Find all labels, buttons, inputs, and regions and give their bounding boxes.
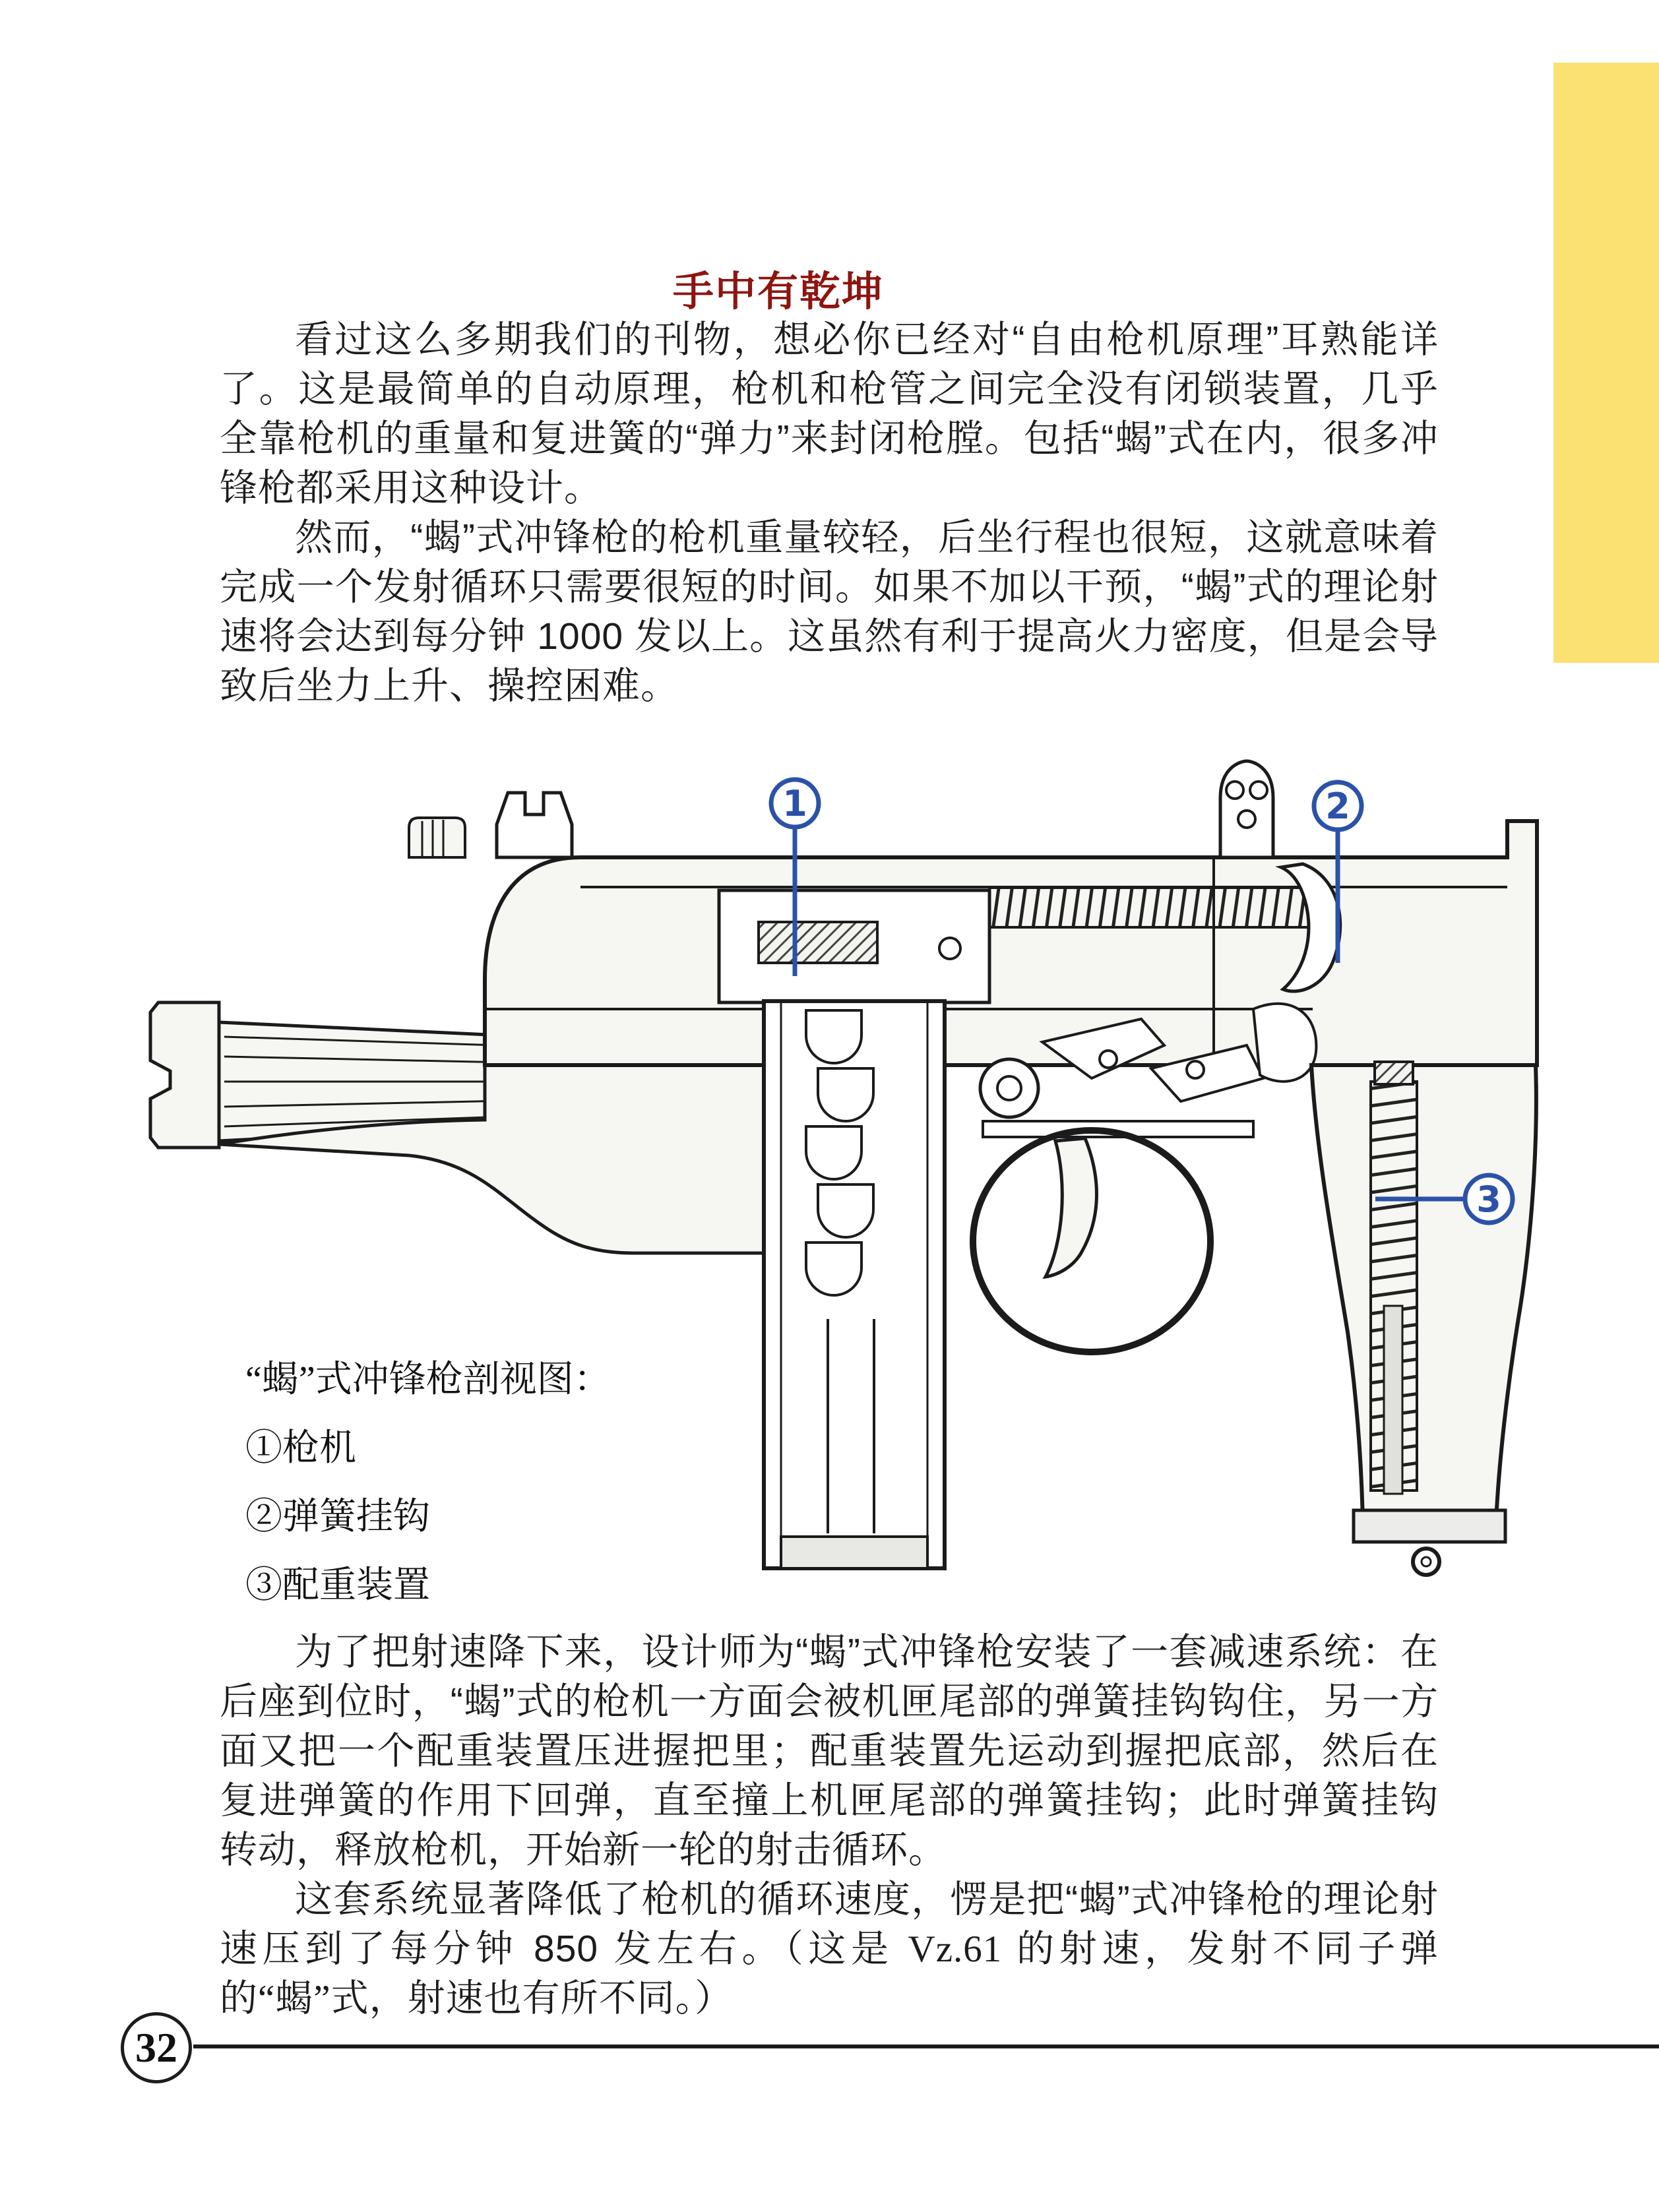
paragraph-4-main: 这套系统显著降低了枪机的循环速度，愣是把“蝎”式冲锋枪的理论射速压到了每分钟 850 发左右。 bbox=[220, 1878, 1439, 1970]
paragraph-3: 为了把射速降下来，设计师为“蝎”式冲锋枪安装了一套减速系统：在后座到位时，“蝎”式的枪机一方面会被机匣尾部的弹簧挂钩钩住，另一方面又把一个配重装置压进握把里；配重装置先运动到握把底部，然后在复进弹簧的作用下回弹，直至撞上机匣尾部的弹簧挂钩；此时弹簧挂钩转动，释放枪机，开始新一轮的射击循环。 bbox=[220, 1631, 1439, 1871]
paragraph-4 bbox=[220, 1875, 1439, 2023]
receiver bbox=[485, 821, 1537, 1065]
rear-sight bbox=[1220, 761, 1273, 857]
page-number-badge bbox=[121, 2012, 192, 2083]
figure-caption-title: “蝎”式冲锋枪剖视图： bbox=[245, 1359, 611, 1400]
page-title: 手中有乾坤 bbox=[673, 269, 885, 315]
yellow-accent-bar bbox=[1553, 63, 1659, 663]
paragraph-2: 然而，“蝎”式冲锋枪的枪机重量较轻，后坐行程也很短，这就意味着完成一个发射循环只需要很短的时间。如果不加以干预，“蝎”式的理论射速将会达到每分钟 1000 发以上。这虽然有利于提高火力密度，但是会导致后坐力上升、操控困难。 bbox=[220, 516, 1439, 707]
footer-rule bbox=[193, 2044, 1659, 2048]
pistol-grip bbox=[1311, 1065, 1536, 1575]
recoil-spring bbox=[989, 888, 1329, 927]
figure-caption-item-2: ②弹簧挂钩 bbox=[245, 1496, 430, 1537]
paragraph-4-note: （这是 Vz.61 的射速，发射不同子弹的“蝎”式，射速也有所不同。） bbox=[220, 1928, 1439, 2019]
trigger-guard bbox=[973, 1130, 1210, 1352]
cocking-knob bbox=[409, 818, 465, 857]
figure-caption bbox=[245, 1345, 668, 1620]
callout-2-number: 2 bbox=[1325, 785, 1350, 827]
figure-caption-item-3: ③配重装置 bbox=[245, 1565, 430, 1606]
bolt bbox=[719, 890, 989, 1002]
page-number: 32 bbox=[135, 2024, 177, 2071]
front-sight bbox=[497, 793, 572, 857]
callout-3-number: 3 bbox=[1476, 1179, 1501, 1220]
counterweight-device bbox=[1371, 1062, 1417, 1494]
callout-1-number: 1 bbox=[782, 783, 807, 824]
paragraph-1: 看过这么多期我们的刊物，想必你已经对“自由枪机原理”耳熟能详了。这是最简单的自动原理，枪机和枪管之间完全没有闭锁装置，几乎全靠枪机的重量和复进簧的“弹力”来封闭枪膛。包括“蝎”式在内，很多冲锋枪都采用这种设计。 bbox=[220, 319, 1439, 509]
magazine bbox=[764, 1001, 945, 1568]
figure-caption-item-1: ①枪机 bbox=[245, 1428, 356, 1469]
